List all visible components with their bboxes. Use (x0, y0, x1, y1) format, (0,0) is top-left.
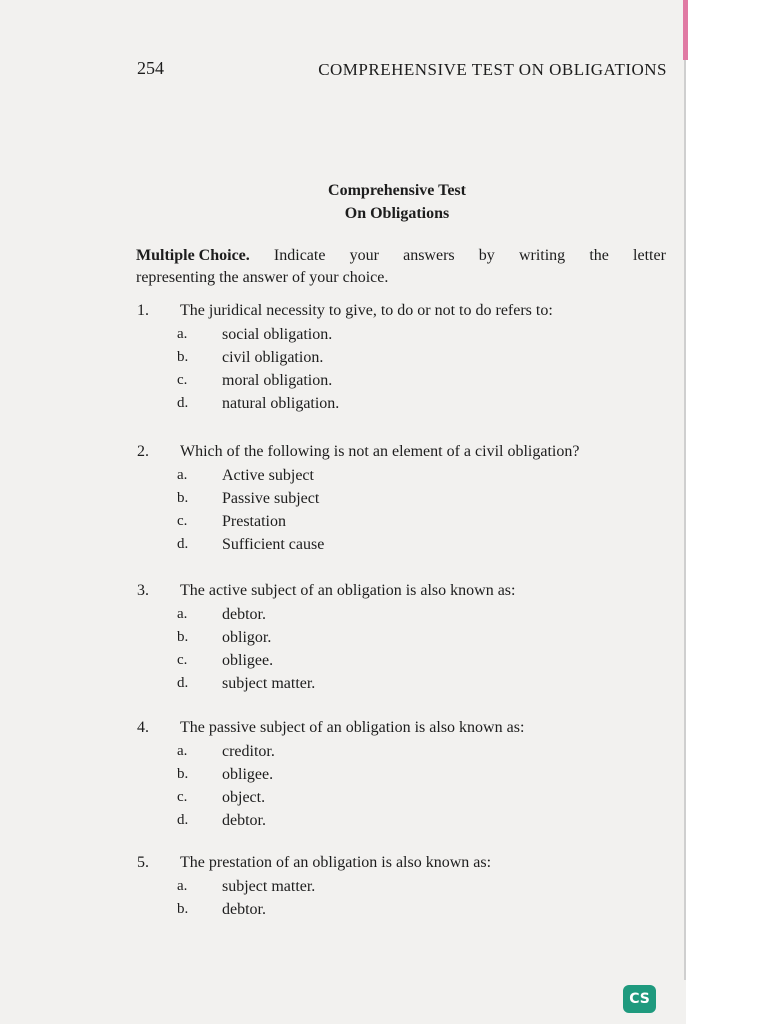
choice-letter: c. (177, 372, 188, 388)
instructions-line-2: representing the answer of your choice. (136, 269, 389, 286)
instructions-line-1 (136, 245, 666, 267)
question-number: 2. (137, 443, 149, 460)
question-number: 3. (137, 582, 149, 599)
choice-d (137, 533, 657, 556)
question-text: The prestation of an obligation is also known as: (180, 854, 492, 871)
choice-d (137, 672, 657, 695)
title-line-2: On Obligations (344, 205, 450, 222)
instructions-word: letter (633, 247, 666, 264)
choice-letter: a. (177, 878, 188, 894)
instructions-word: by (478, 247, 495, 264)
choice-b (137, 346, 657, 369)
choice-b (137, 487, 657, 510)
question-stem (137, 851, 657, 875)
choice-d (137, 392, 657, 415)
instructions-word: your (349, 247, 379, 264)
choice-letter: b. (177, 901, 189, 917)
question-4 (137, 716, 657, 832)
choice-text: object. (222, 789, 266, 806)
question-stem (137, 299, 657, 323)
choice-letter: d. (177, 395, 189, 411)
choice-b (137, 898, 657, 921)
question-text: The passive subject of an obligation is also known as: (180, 719, 525, 736)
page-edge-marker (683, 0, 688, 60)
instructions-word: the (589, 247, 609, 264)
choice-c (137, 510, 657, 533)
choice-letter: a. (177, 326, 188, 342)
choice-a (137, 323, 657, 346)
question-text: The juridical necessity to give, to do or not to do refers to: (180, 302, 553, 319)
choice-text: creditor. (222, 743, 275, 760)
choice-letter: c. (177, 789, 188, 805)
choice-letter: b. (177, 766, 189, 782)
choice-c (137, 649, 657, 672)
choice-letter: b. (177, 349, 189, 365)
choice-b (137, 763, 657, 786)
choice-a (137, 464, 657, 487)
question-text: The active subject of an obligation is also known as: (180, 582, 516, 599)
choice-text: social obligation. (222, 326, 333, 343)
instructions (136, 245, 666, 289)
question-stem (137, 440, 657, 464)
question-2 (137, 440, 657, 556)
page-header (137, 58, 667, 84)
choice-text: natural obligation. (222, 395, 340, 412)
question-number: 4. (137, 719, 149, 736)
choice-text: obligee. (222, 766, 274, 783)
instructions-word: writing (518, 247, 566, 264)
choice-letter: c. (177, 652, 188, 668)
choice-text: debtor. (222, 901, 266, 918)
choice-letter: d. (177, 536, 189, 552)
question-number: 5. (137, 854, 149, 871)
running-head: COMPREHENSIVE TEST ON OBLIGATIONS (318, 60, 667, 79)
page-edge-shadow (684, 60, 686, 980)
choice-letter: a. (177, 743, 188, 759)
choice-a (137, 603, 657, 626)
choice-text: Passive subject (222, 490, 320, 507)
question-3 (137, 579, 657, 695)
choice-text: obligor. (222, 629, 272, 646)
instructions-lead: Multiple Choice. (136, 247, 250, 264)
choice-text: obligee. (222, 652, 274, 669)
question-number: 1. (137, 302, 149, 319)
choice-letter: d. (177, 812, 189, 828)
choice-a (137, 740, 657, 763)
choice-letter: a. (177, 467, 188, 483)
choice-letter: c. (177, 513, 188, 529)
choice-text: debtor. (222, 812, 266, 829)
choice-c (137, 369, 657, 392)
page-number: 254 (137, 58, 164, 78)
question-5 (137, 851, 657, 921)
choice-b (137, 626, 657, 649)
choice-letter: b. (177, 629, 189, 645)
choice-text: Sufficient cause (222, 536, 325, 553)
instructions-word: answers (403, 247, 455, 264)
choice-text: Active subject (222, 467, 314, 484)
choice-letter: a. (177, 606, 188, 622)
choice-text: subject matter. (222, 878, 316, 895)
choice-d (137, 809, 657, 832)
choice-text: civil obligation. (222, 349, 324, 366)
title-line-1: Comprehensive Test (328, 182, 466, 199)
question-stem (137, 579, 657, 603)
choice-text: subject matter. (222, 675, 316, 692)
question-text: Which of the following is not an element of a civil obligation? (180, 443, 580, 460)
choice-text: Prestation (222, 513, 286, 530)
choice-text: moral obligation. (222, 372, 333, 389)
camscanner-logo-icon: CS (623, 985, 656, 1013)
choice-c (137, 786, 657, 809)
instructions-word: Indicate (273, 247, 326, 264)
question-1 (137, 299, 657, 415)
test-title (137, 179, 657, 225)
question-stem (137, 716, 657, 740)
choice-a (137, 875, 657, 898)
choice-text: debtor. (222, 606, 266, 623)
choice-letter: b. (177, 490, 189, 506)
choice-letter: d. (177, 675, 189, 691)
